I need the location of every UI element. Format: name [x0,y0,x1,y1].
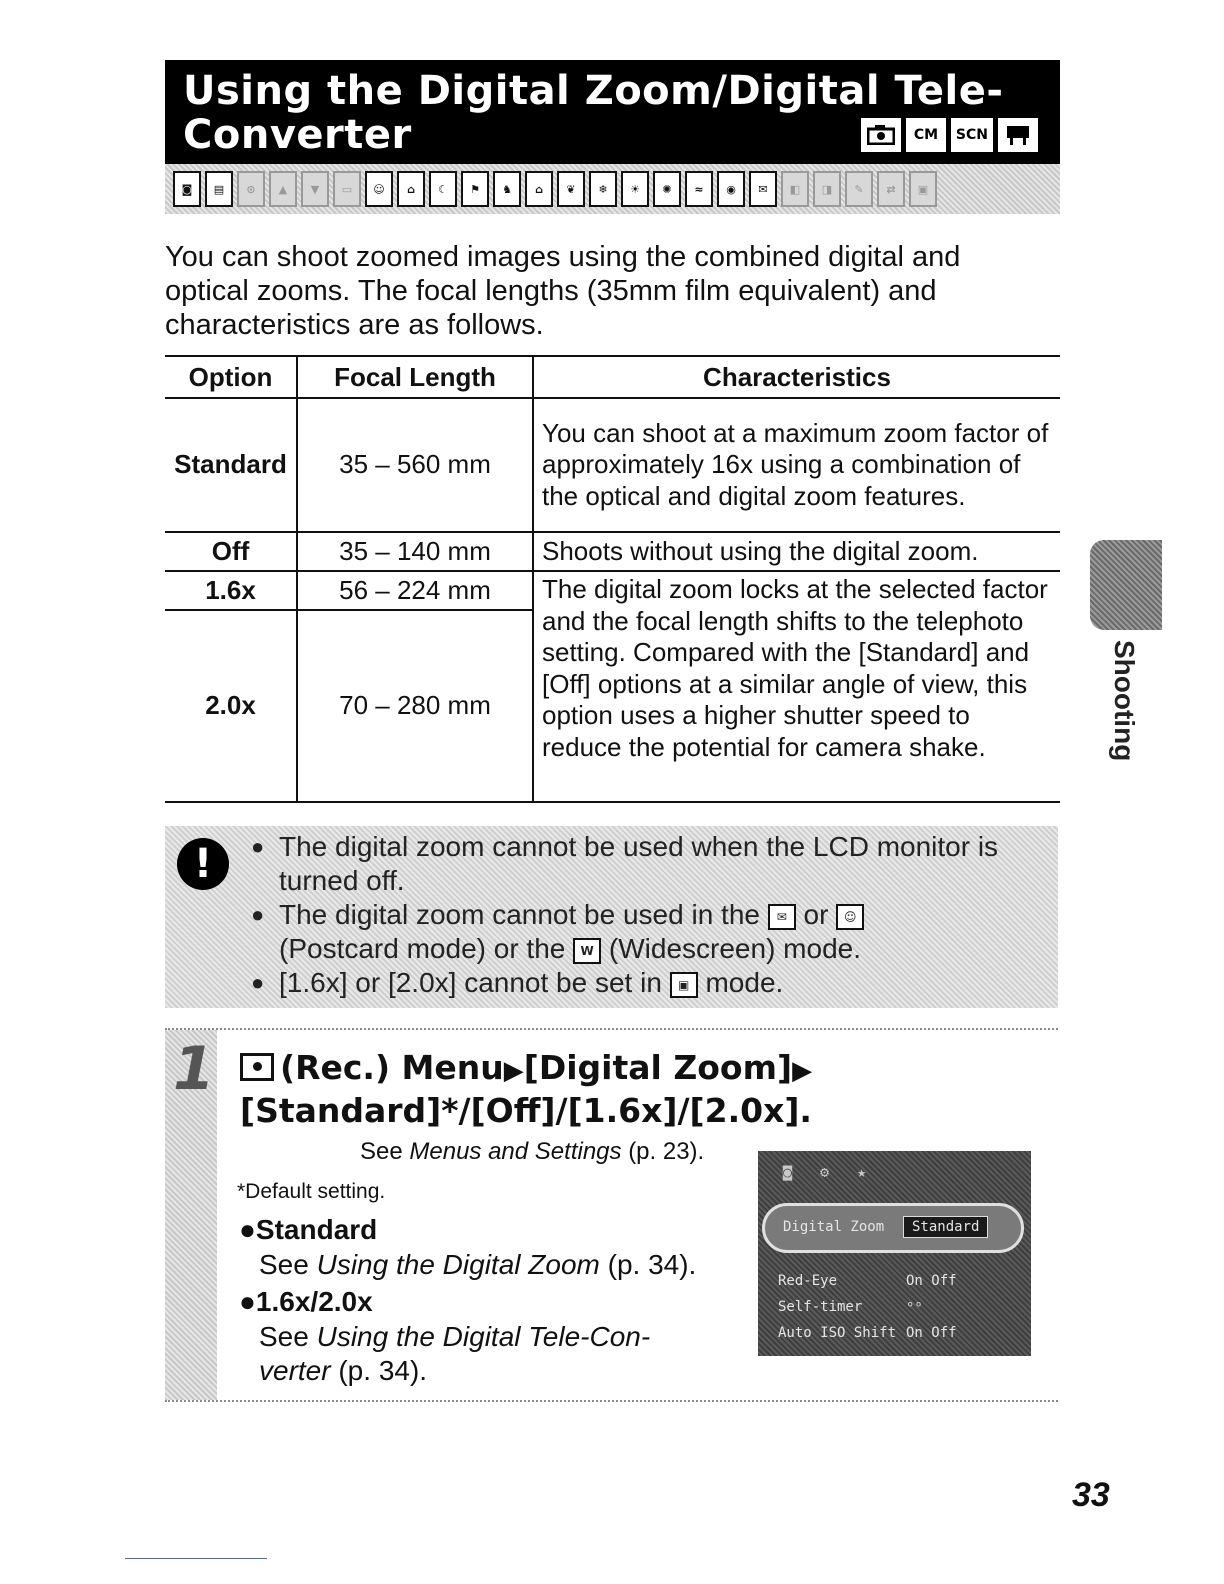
option-cell: Off [165,532,297,571]
camera-icon [861,118,901,152]
lcd-setting-value: On Off [906,1325,957,1341]
chapter-tab-label: Shooting [1109,640,1140,762]
movie-mode-icon: ▣ [670,972,698,998]
cm-mode-icon: CM [906,118,946,152]
option-heading-standard: ●Standard [239,1214,378,1245]
characteristics-cell: Shoots without using the digital zoom. [533,532,1060,571]
step-band [165,1030,217,1400]
caution-text: (Postcard mode) or the [279,933,566,964]
footer-rule [125,1558,267,1559]
tv-mode-icon: ▼ [301,171,329,207]
section-title-bar [165,60,1060,164]
caution-text: The digital zoom cannot be used when the LCD monitor is turned off. [279,831,999,896]
lcd-setting-value: Standard [903,1216,988,1238]
settings-tab-icon: ⚙ [820,1163,830,1181]
procedure-step [165,1028,1058,1402]
stitch-right-icon: ◨ [813,171,841,207]
lcd-setting-name: Digital Zoom [783,1219,885,1235]
caution-box [165,826,1058,1008]
zoom-options-table [165,355,1060,803]
sports-mode-icon: ⚑ [461,171,489,207]
shooting-mode-strip [165,164,1060,214]
landscape-mode-icon: ⌂ [397,171,425,207]
caution-item [251,966,1051,1000]
my-menu-tab-icon: ★ [857,1163,867,1181]
table-row [165,398,1060,532]
color-accent-icon: ✎ [845,171,873,207]
ref-prefix: See [259,1249,309,1280]
step-title-text: [Digital Zoom] [523,1048,793,1087]
movie-mode-icon: ▣ [909,171,937,207]
step-number: 1 [173,1034,215,1104]
underwater-mode-icon: ≈ [685,171,713,207]
lcd-setting-name: Self-timer [778,1299,863,1315]
ref-title: Using the Digital Tele-Con-verter [259,1321,651,1386]
see-menus-reference [360,1138,704,1166]
column-header-focal-length: Focal Length [297,356,533,398]
column-header-option: Option [165,356,297,398]
scn-mode-icon: SCN [951,118,993,152]
caution-text: (Widescreen) mode. [608,933,861,964]
rec-menu-icon [240,1053,274,1081]
page-number: 33 [1072,1476,1110,1514]
fireworks-mode-icon: ✺ [653,171,681,207]
camera-tab-icon: ◙ [783,1163,793,1181]
option-reference [259,1248,699,1282]
chapter-tab-marker [1090,540,1162,630]
option-cell: Standard [165,398,297,532]
p-mode-icon: ▭ [333,171,361,207]
arrow-right-icon: ▶ [503,1056,524,1086]
focal-length-cell: 70 – 280 mm [297,610,533,802]
snow-mode-icon: ❄ [589,171,617,207]
ref-page: (p. 34). [607,1249,697,1280]
caution-item [251,898,1051,966]
cm-mode-icon: ▤ [205,171,233,207]
step-title [240,1048,1040,1131]
lcd-selected-row [762,1203,1024,1253]
step-title-text: (Rec.) Menu [280,1048,504,1087]
caution-text: [1.6x] or [2.0x] cannot be set in [279,967,662,998]
option-reference [259,1320,689,1388]
option-cell: 2.0x [165,610,297,802]
postcard-mode-icon: ✉ [768,904,796,930]
foliage-mode-icon: ❦ [557,171,585,207]
postcard-mode-icon: ✉ [749,171,777,207]
av-mode-icon: ▲ [269,171,297,207]
lcd-menu-screenshot [758,1151,1031,1356]
date-stamp-postcard-icon: ☺ [836,904,864,930]
portrait-mode-icon: ☺ [365,171,393,207]
beach-mode-icon: ☀ [621,171,649,207]
ref-page: (p. 23). [628,1138,705,1165]
auto-mode-icon: ◙ [173,171,201,207]
caution-text: The digital zoom cannot be used in the [279,899,760,930]
focal-length-cell: 35 – 140 mm [297,532,533,571]
option-cell: 1.6x [165,571,297,610]
stitch-left-icon: ◧ [781,171,809,207]
ref-title: Using the Digital Zoom [316,1249,600,1280]
characteristics-cell: You can shoot at a maximum zoom factor of approximately 16x using a combination of the optical and digital zoom features. [533,398,1060,532]
night-scene-icon: ☾ [429,171,457,207]
page-title-line-1: Using the Digital Zoom/Digital Tele- [183,68,1004,114]
option-heading-tele: ●1.6x/2.0x [239,1286,373,1317]
default-setting-note: *Default setting. [237,1180,386,1203]
focal-length-cell: 56 – 224 mm [297,571,533,610]
lcd-menu-tabs [783,1163,866,1181]
caution-icon: ! [177,838,229,890]
manual-mode-icon: ⊙ [237,171,265,207]
lcd-setting-value: ᵒᵒ [906,1299,923,1315]
intro-paragraph: You can shoot zoomed images using the combined digital and optical zooms. The focal lengths (35mm film equivalent) and characteristics are as follows. [165,241,961,341]
ref-prefix: See [259,1321,309,1352]
lcd-setting-name: Auto ISO Shift [778,1325,897,1341]
lcd-setting-name: Red-Eye [778,1273,838,1289]
column-header-characteristics: Characteristics [533,356,1060,398]
ref-page: (p. 34). [338,1355,428,1386]
ref-prefix: See [360,1138,403,1165]
caution-text: or [803,899,829,930]
caution-item [251,830,1051,898]
arrow-right-icon: ▶ [792,1056,813,1086]
color-swap-icon: ⇄ [877,171,905,207]
widescreen-mode-icon: W [573,938,601,964]
step-title-text: [Standard]*/[Off]/[1.6x]/[2.0x]. [240,1091,812,1130]
characteristics-cell: The digital zoom locks at the selected factor and the focal length shifts to the telephoto setting. Compared with the [Standard] and [Off] options at a similar angle of view, this option uses a higher shutter speed to reduce the potential for camera shake. [533,571,1060,802]
kids-pets-icon: ♞ [493,171,521,207]
title-mode-icons [861,118,1038,152]
focal-length-cell: 35 – 560 mm [297,398,533,532]
movie-icon [998,118,1038,152]
page-title-line-2: Converter [183,112,412,158]
table-row [165,532,1060,571]
caution-text: mode. [705,967,784,998]
indoor-mode-icon: ⌂ [525,171,553,207]
table-header-row [165,356,1060,398]
caution-list [251,830,1051,1000]
ref-title: Menus and Settings [409,1138,622,1165]
lcd-setting-value: On Off [906,1273,957,1289]
table-row [165,571,1060,610]
aquarium-mode-icon: ◉ [717,171,745,207]
